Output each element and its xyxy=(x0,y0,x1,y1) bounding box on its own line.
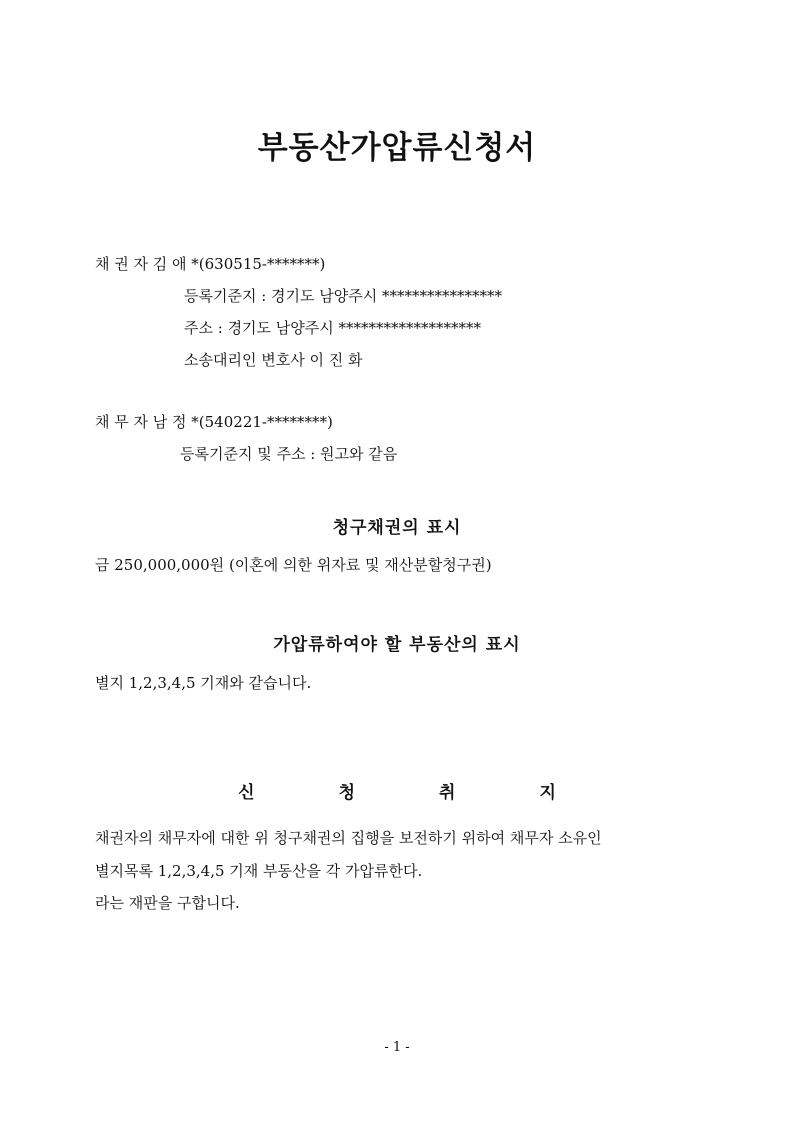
debtor-name-line: 채 무 자 남 정 *(540221-********) xyxy=(95,413,333,431)
purpose-heading-char-3: 취 xyxy=(439,783,456,803)
purpose-heading xyxy=(0,778,794,803)
purpose-line-1: 채권자의 채무자에 대한 위 청구채권의 집행을 보전하기 위하여 채무자 소유인 xyxy=(95,829,602,847)
creditor-address: 주소 : 경기도 남양주시 ******************* xyxy=(184,319,482,337)
purpose-heading-char-2: 청 xyxy=(338,783,355,803)
property-heading: 가압류하여야 할 부동산의 표시 xyxy=(273,635,521,655)
document-title: 부동산가압류신청서 xyxy=(257,130,537,166)
creditor-registration: 등록기준지 : 경기도 남양주시 **************** xyxy=(184,287,503,305)
claim-text: 금 250,000,000원 (이혼에 의한 위자료 및 재산분할청구권) xyxy=(95,556,492,574)
purpose-heading-char-1: 신 xyxy=(238,783,255,803)
page-number: - 1 - xyxy=(384,1040,410,1055)
debtor-registration-address: 등록기준지 및 주소 : 원고와 같음 xyxy=(180,445,398,463)
purpose-heading-char-4: 지 xyxy=(539,783,556,803)
creditor-attorney: 소송대리인 변호사 이 진 화 xyxy=(184,351,363,369)
creditor-name-line: 채 권 자 김 애 *(630515-*******) xyxy=(95,255,326,273)
claim-heading: 청구채권의 표시 xyxy=(332,518,462,538)
property-text: 별지 1,2,3,4,5 기재와 같습니다. xyxy=(95,674,312,692)
purpose-line-3: 라는 재판을 구합니다. xyxy=(95,894,240,912)
purpose-line-2: 별지목록 1,2,3,4,5 기재 부동산을 각 가압류한다. xyxy=(95,862,423,880)
